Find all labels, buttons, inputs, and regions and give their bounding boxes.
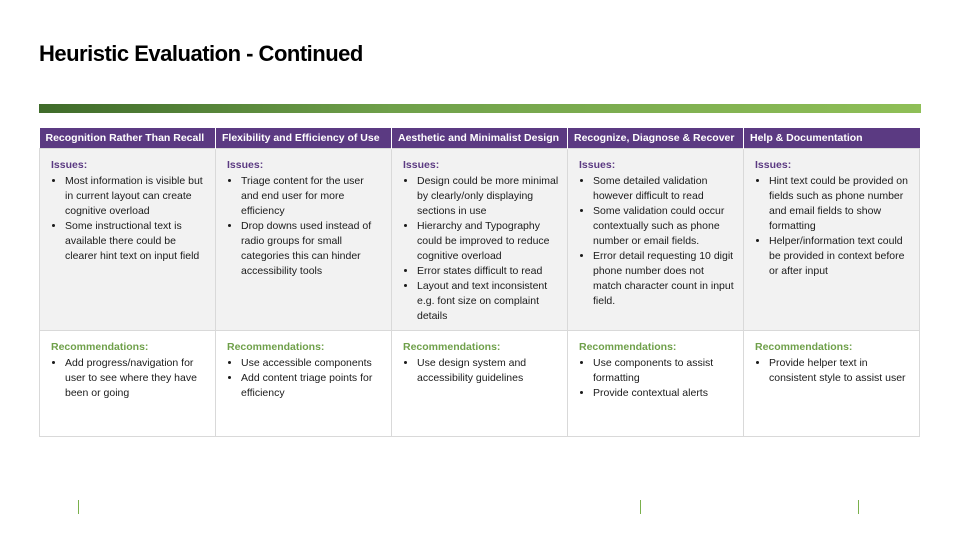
issues-list bbox=[755, 174, 911, 279]
recommendations-label: Recommendations: bbox=[403, 341, 501, 353]
list-item: • Use components to assist formatting bbox=[593, 356, 735, 386]
list-item: • Use design system and accessibility guidelines bbox=[417, 356, 559, 386]
column-header: Aesthetic and Minimalist Design bbox=[392, 128, 568, 149]
recommendations-cell bbox=[392, 331, 568, 437]
list-item: • Hierarchy and Typography could be improved to reduce cognitive overload bbox=[417, 219, 559, 264]
issues-label: Issues: bbox=[755, 159, 792, 171]
list-item: • Error detail requesting 10 digit phone number does not match character count in input field. bbox=[593, 249, 735, 309]
recommendations-list bbox=[227, 356, 383, 401]
footer-divider-right bbox=[858, 500, 859, 514]
issues-cell bbox=[568, 149, 744, 331]
list-item: • Add content triage points for efficiency bbox=[241, 371, 383, 401]
list-item: • Use accessible components bbox=[241, 356, 383, 371]
recommendations-label: Recommendations: bbox=[227, 341, 325, 353]
column-header: Flexibility and Efficiency of Use bbox=[216, 128, 392, 149]
recommendations-cell bbox=[744, 331, 920, 437]
list-item: • Provide contextual alerts bbox=[593, 386, 735, 401]
accent-bar bbox=[39, 104, 921, 113]
recommendations-list bbox=[579, 356, 735, 401]
list-item: • Error states difficult to read bbox=[417, 264, 559, 279]
recommendations-cell bbox=[216, 331, 392, 437]
issues-label: Issues: bbox=[579, 159, 616, 171]
column-header: Recognize, Diagnose & Recover bbox=[568, 128, 744, 149]
recommendations-list bbox=[403, 356, 559, 386]
list-item: • Triage content for the user and end user for more efficiency bbox=[241, 174, 383, 219]
list-item: • Add progress/navigation for user to see where they have been or going bbox=[65, 356, 207, 401]
recommendations-label: Recommendations: bbox=[51, 341, 149, 353]
list-item: • Some instructional text is available there could be clearer hint text on input field bbox=[65, 219, 207, 264]
issues-cell bbox=[744, 149, 920, 331]
issues-cell bbox=[392, 149, 568, 331]
list-item: • Some detailed validation however difficult to read bbox=[593, 174, 735, 204]
column-header: Help & Documentation bbox=[744, 128, 920, 149]
issues-list bbox=[227, 174, 383, 279]
column-header: Recognition Rather Than Recall bbox=[40, 128, 216, 149]
issues-list bbox=[579, 174, 735, 309]
issues-list bbox=[51, 174, 207, 264]
recommendations-label: Recommendations: bbox=[579, 341, 677, 353]
list-item: • Helper/information text could be provided in context before or after input bbox=[769, 234, 911, 279]
issues-list bbox=[403, 174, 559, 324]
page-title: Heuristic Evaluation - Continued bbox=[39, 41, 363, 66]
list-item: • Design could be more minimal by clearly/only displaying sections in use bbox=[417, 174, 559, 219]
heuristics-table bbox=[39, 128, 920, 437]
recommendations-row bbox=[40, 331, 920, 437]
issues-cell bbox=[216, 149, 392, 331]
list-item: • Provide helper text in consistent style to assist user bbox=[769, 356, 911, 386]
list-item: • Most information is visible but in current layout can create cognitive overload bbox=[65, 174, 207, 219]
footer-divider-middle bbox=[640, 500, 641, 514]
recommendations-list bbox=[755, 356, 911, 386]
list-item: • Hint text could be provided on fields such as phone number and email fields to show formatting bbox=[769, 174, 911, 234]
issues-cell bbox=[40, 149, 216, 331]
issues-row bbox=[40, 149, 920, 331]
footer-divider-left bbox=[78, 500, 79, 514]
recommendations-label: Recommendations: bbox=[755, 341, 853, 353]
header-row bbox=[40, 128, 920, 149]
issues-label: Issues: bbox=[51, 159, 88, 171]
recommendations-list bbox=[51, 356, 207, 401]
recommendations-cell bbox=[40, 331, 216, 437]
recommendations-cell bbox=[568, 331, 744, 437]
list-item: • Some validation could occur contextually such as phone number or email fields. bbox=[593, 204, 735, 249]
list-item: • Drop downs used instead of radio groups for small categories this can hinder accessibility tools bbox=[241, 219, 383, 279]
issues-label: Issues: bbox=[227, 159, 264, 171]
list-item: • Layout and text inconsistent e.g. font size on complaint details bbox=[417, 279, 559, 324]
issues-label: Issues: bbox=[403, 159, 440, 171]
